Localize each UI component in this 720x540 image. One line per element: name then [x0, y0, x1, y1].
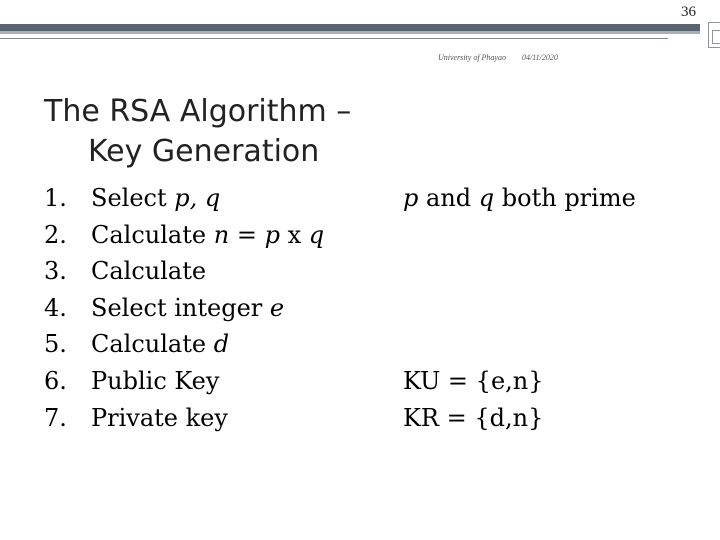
- corner-decoration-inner: [712, 30, 720, 44]
- step-item: [44, 180, 704, 217]
- step-item: [44, 253, 704, 290]
- step-number: 3.: [44, 257, 67, 286]
- step-item: [44, 217, 704, 254]
- organization-label: University of Phayao: [438, 53, 506, 62]
- step-item: [44, 400, 704, 437]
- header-band-accent: [0, 31, 700, 34]
- slide-title-line2: Key Generation: [88, 134, 320, 169]
- step-label: Public Key: [91, 366, 220, 395]
- date-label: 04/11/2020: [521, 53, 558, 62]
- step-label: Calculate: [91, 257, 207, 286]
- step-note: KU = {e,n}: [403, 366, 544, 395]
- step-number: 7.: [44, 403, 67, 432]
- slide-number: 36: [681, 4, 696, 20]
- header-band: [0, 24, 700, 31]
- step-number: 5.: [44, 330, 67, 359]
- step-number: 1.: [44, 184, 67, 212]
- step-label: Private key: [91, 403, 228, 432]
- step-item: [44, 290, 704, 327]
- step-item: [44, 363, 704, 400]
- step-label: Select p, q: [91, 184, 221, 212]
- slide-title: [44, 92, 351, 172]
- header-meta: [438, 53, 558, 62]
- step-number: 6.: [44, 366, 67, 395]
- step-note: KR = {d,n}: [403, 403, 544, 432]
- step-number: 2.: [44, 220, 67, 249]
- steps-list: [44, 180, 704, 436]
- step-label: Select integer e: [91, 293, 285, 322]
- step-label: Calculate d: [91, 330, 230, 359]
- step-label: Calculate n = p x q: [91, 220, 325, 249]
- header-rule: [0, 38, 668, 39]
- step-note: p and q both prime: [403, 184, 636, 212]
- step-number: 4.: [44, 293, 67, 322]
- slide-title-line1: The RSA Algorithm –: [44, 94, 352, 129]
- step-item: [44, 326, 704, 363]
